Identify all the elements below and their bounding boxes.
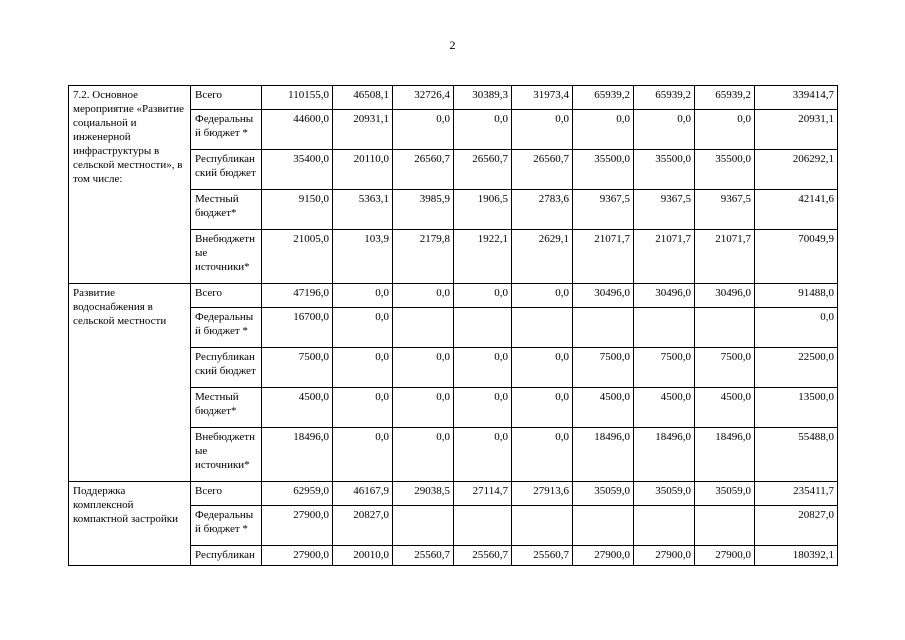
value-cell: 20827,0 [755,506,838,546]
value-cell [695,308,755,348]
value-cell: 0,0 [512,110,573,150]
value-cell: 2783,6 [512,190,573,230]
event-title-cell: 7.2. Основное мероприятие «Развитие социальной и инженерной инфраструктуры в сельской местности», в том числе: [69,86,191,284]
value-cell: 339414,7 [755,86,838,110]
value-cell: 7500,0 [262,348,333,388]
value-cell: 2179,8 [393,230,454,284]
value-cell: 4500,0 [573,388,634,428]
value-cell: 31973,4 [512,86,573,110]
value-cell: 55488,0 [755,428,838,482]
table-row [69,482,838,506]
value-cell: 0,0 [333,428,393,482]
value-cell: 180392,1 [755,546,838,566]
value-cell: 235411,7 [755,482,838,506]
value-cell: 0,0 [333,388,393,428]
value-cell: 26560,7 [512,150,573,190]
value-cell: 70049,9 [755,230,838,284]
value-cell: 0,0 [393,388,454,428]
value-cell: 46508,1 [333,86,393,110]
funding-source-cell: Республикан ский бюджет [191,150,262,190]
table-row [69,284,838,308]
value-cell: 7500,0 [634,348,695,388]
value-cell: 13500,0 [755,388,838,428]
value-cell: 0,0 [755,308,838,348]
value-cell: 1922,1 [454,230,512,284]
value-cell: 2629,1 [512,230,573,284]
value-cell: 0,0 [333,308,393,348]
value-cell: 0,0 [454,388,512,428]
value-cell: 20010,0 [333,546,393,566]
value-cell [573,506,634,546]
value-cell: 4500,0 [634,388,695,428]
value-cell [634,506,695,546]
value-cell: 18496,0 [573,428,634,482]
value-cell: 0,0 [512,348,573,388]
value-cell [695,506,755,546]
value-cell: 35500,0 [634,150,695,190]
value-cell: 103,9 [333,230,393,284]
funding-source-cell: Местный бюджет* [191,388,262,428]
value-cell: 30389,3 [454,86,512,110]
table-row [69,86,838,110]
value-cell: 27900,0 [262,506,333,546]
value-cell: 0,0 [512,284,573,308]
value-cell: 0,0 [573,110,634,150]
event-title-cell: Поддержка комплексной компактной застройки [69,482,191,566]
value-cell: 9367,5 [695,190,755,230]
value-cell: 0,0 [393,428,454,482]
value-cell: 18496,0 [262,428,333,482]
value-cell [634,308,695,348]
value-cell: 18496,0 [634,428,695,482]
value-cell [512,506,573,546]
value-cell: 0,0 [512,388,573,428]
value-cell: 0,0 [695,110,755,150]
value-cell: 29038,5 [393,482,454,506]
value-cell: 47196,0 [262,284,333,308]
value-cell [573,308,634,348]
value-cell: 0,0 [393,348,454,388]
value-cell: 65939,2 [634,86,695,110]
value-cell: 16700,0 [262,308,333,348]
value-cell: 0,0 [393,284,454,308]
value-cell: 9367,5 [573,190,634,230]
value-cell: 30496,0 [573,284,634,308]
value-cell: 7500,0 [695,348,755,388]
value-cell: 22500,0 [755,348,838,388]
funding-source-cell: Всего [191,284,262,308]
value-cell: 27900,0 [634,546,695,566]
value-cell: 27114,7 [454,482,512,506]
value-cell: 32726,4 [393,86,454,110]
value-cell: 0,0 [454,428,512,482]
value-cell: 21005,0 [262,230,333,284]
value-cell: 18496,0 [695,428,755,482]
value-cell: 9367,5 [634,190,695,230]
value-cell [393,308,454,348]
value-cell: 44600,0 [262,110,333,150]
value-cell: 91488,0 [755,284,838,308]
value-cell: 0,0 [634,110,695,150]
value-cell: 65939,2 [573,86,634,110]
value-cell: 27913,6 [512,482,573,506]
funding-source-cell: Федеральны й бюджет * [191,506,262,546]
value-cell [512,308,573,348]
value-cell: 35059,0 [634,482,695,506]
value-cell: 7500,0 [573,348,634,388]
value-cell: 30496,0 [634,284,695,308]
value-cell: 5363,1 [333,190,393,230]
value-cell: 206292,1 [755,150,838,190]
value-cell: 42141,6 [755,190,838,230]
value-cell: 0,0 [333,348,393,388]
funding-source-cell: Внебюджетн ые источники* [191,428,262,482]
value-cell [454,308,512,348]
value-cell: 20110,0 [333,150,393,190]
value-cell: 35400,0 [262,150,333,190]
value-cell: 25560,7 [454,546,512,566]
value-cell: 25560,7 [393,546,454,566]
value-cell: 9150,0 [262,190,333,230]
value-cell: 0,0 [454,110,512,150]
value-cell: 20931,1 [755,110,838,150]
value-cell: 1906,5 [454,190,512,230]
value-cell [393,506,454,546]
funding-source-cell: Местный бюджет* [191,190,262,230]
value-cell: 26560,7 [393,150,454,190]
value-cell: 35500,0 [695,150,755,190]
value-cell: 0,0 [393,110,454,150]
value-cell: 62959,0 [262,482,333,506]
value-cell: 21071,7 [634,230,695,284]
value-cell: 35500,0 [573,150,634,190]
funding-source-cell: Республикан ский бюджет [191,348,262,388]
value-cell: 25560,7 [512,546,573,566]
value-cell [454,506,512,546]
value-cell: 65939,2 [695,86,755,110]
value-cell: 46167,9 [333,482,393,506]
value-cell: 20827,0 [333,506,393,546]
value-cell: 21071,7 [573,230,634,284]
value-cell: 35059,0 [695,482,755,506]
value-cell: 0,0 [512,428,573,482]
value-cell: 30496,0 [695,284,755,308]
funding-source-cell: Республикан [191,546,262,566]
funding-source-cell: Всего [191,482,262,506]
value-cell: 27900,0 [262,546,333,566]
funding-source-cell: Внебюджетн ые источники* [191,230,262,284]
value-cell: 0,0 [333,284,393,308]
value-cell: 26560,7 [454,150,512,190]
value-cell: 0,0 [454,348,512,388]
value-cell: 35059,0 [573,482,634,506]
value-cell: 4500,0 [262,388,333,428]
funding-source-cell: Федеральны й бюджет * [191,110,262,150]
value-cell: 27900,0 [695,546,755,566]
event-title-cell: Развитие водоснабжения в сельской местности [69,284,191,482]
value-cell: 20931,1 [333,110,393,150]
funding-source-cell: Всего [191,86,262,110]
value-cell: 110155,0 [262,86,333,110]
value-cell: 21071,7 [695,230,755,284]
budget-table [68,85,838,566]
page-number: 2 [449,38,456,52]
funding-source-cell: Федеральны й бюджет * [191,308,262,348]
value-cell: 3985,9 [393,190,454,230]
value-cell: 0,0 [454,284,512,308]
value-cell: 4500,0 [695,388,755,428]
value-cell: 27900,0 [573,546,634,566]
